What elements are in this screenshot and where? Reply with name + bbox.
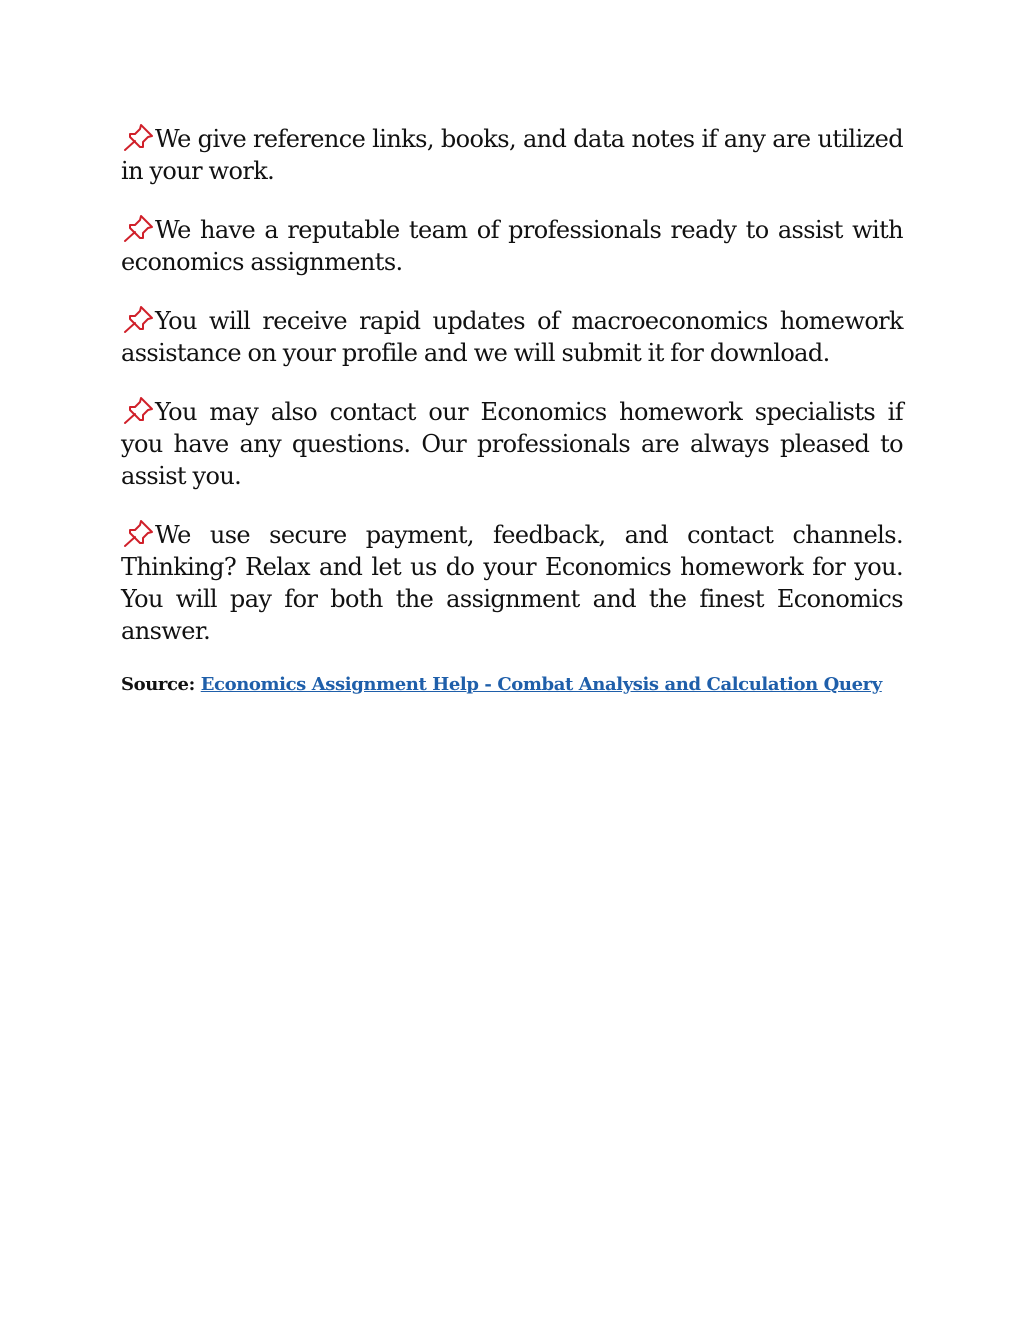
pushpin-icon	[121, 304, 155, 334]
bullet-paragraph-1	[121, 122, 903, 187]
paragraph-text: You will receive rapid updates of macroeconomics homework assistance on your profile and we will submit it for download.	[121, 307, 903, 367]
bullet-paragraph-5	[121, 518, 903, 647]
paragraph-text: You may also contact our Economics homework specialists if you have any questions. Our professionals are always pleased to assist you.	[121, 398, 903, 490]
source-link[interactable]: Economics Assignment Help - Combat Analysis and Calculation Query	[200, 674, 882, 695]
bullet-paragraph-4	[121, 395, 903, 492]
pushpin-icon	[121, 213, 155, 243]
document-body	[121, 122, 903, 697]
source-line	[121, 673, 903, 697]
paragraph-text: We give reference links, books, and data notes if any are utilized in your work.	[121, 125, 903, 185]
paragraph-text: We use secure payment, feedback, and contact channels. Thinking? Relax and let us do your Economics homework for you. You will pay for both the assignment and the finest Economics answer.	[121, 521, 903, 645]
bullet-paragraph-3	[121, 304, 903, 369]
paragraph-text: We have a reputable team of professionals ready to assist with economics assignments.	[121, 216, 903, 276]
bullet-paragraph-2	[121, 213, 903, 278]
pushpin-icon	[121, 395, 155, 425]
pushpin-icon	[121, 518, 155, 548]
source-label: Source:	[121, 674, 195, 695]
pushpin-icon	[121, 122, 155, 152]
